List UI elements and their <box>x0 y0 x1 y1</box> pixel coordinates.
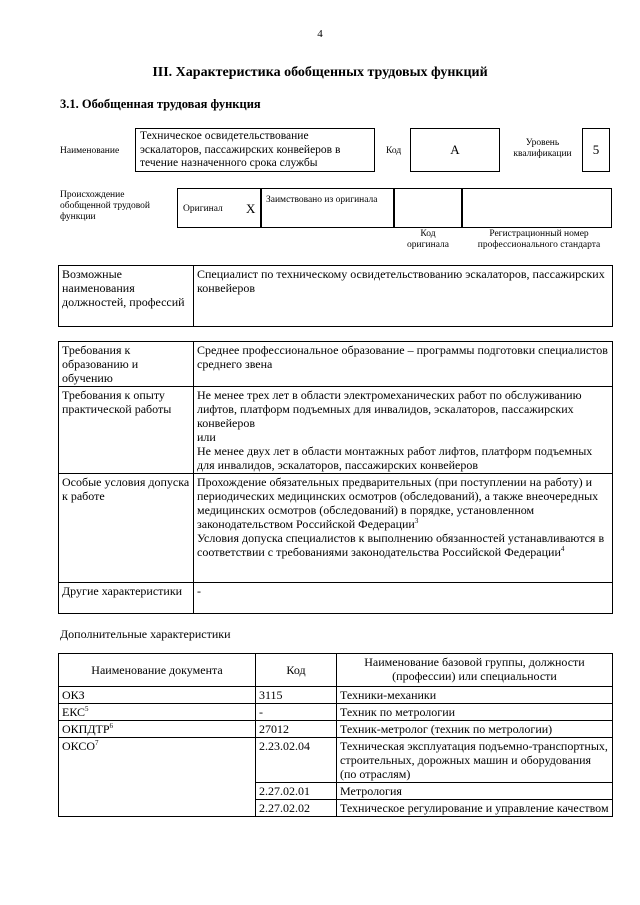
code-original-cell <box>394 188 462 228</box>
function-name-box <box>135 128 375 172</box>
footnote-marker: 7 <box>95 739 99 747</box>
table-row <box>59 738 613 783</box>
additional-title: Дополнительные характеристики <box>60 627 231 641</box>
reg-number-cell <box>462 188 612 228</box>
positions-label: Возможные наименования должностей, профессий <box>59 266 194 327</box>
code-value-box <box>410 128 500 172</box>
positions-table <box>58 265 613 327</box>
header-document: Наименование документа <box>59 654 256 687</box>
doc-name: ОКЗ <box>62 688 85 702</box>
doc-cell <box>59 738 256 817</box>
code-cell: 2.27.02.02 <box>256 800 337 817</box>
admission-value <box>194 474 613 583</box>
name-cell: Техник по метрологии <box>337 704 613 721</box>
experience-label: Требования к опыту практической работы <box>59 387 194 474</box>
header-name: Наименование базовой группы, должности (профессии) или специальности <box>337 654 613 687</box>
code-cell: 2.27.02.01 <box>256 783 337 800</box>
admission-line-1 <box>197 475 609 531</box>
page-number: 4 <box>317 28 323 40</box>
footnote-marker: 5 <box>85 705 89 713</box>
name-cell: Техник-метролог (техник по метрологии) <box>337 721 613 738</box>
doc-cell <box>59 721 256 738</box>
name-cell: Техническое регулирование и управление качеством <box>337 800 613 817</box>
doc-cell <box>59 687 256 704</box>
experience-line-2: Не менее двух лет в области монтажных работ лифтов, платформ подъемных для инвалидов, эскалаторов, пассажирских конвейеров <box>197 444 593 472</box>
code-value: А <box>450 142 460 157</box>
origin-label: Происхождение обобщенной трудовой функции <box>60 190 150 222</box>
doc-name: ЕКС <box>62 705 86 719</box>
footnote-marker: 6 <box>109 722 114 730</box>
additional-table <box>58 653 613 817</box>
table-row <box>59 342 613 387</box>
doc-cell <box>59 704 256 721</box>
borrowed-label: Заимствовано из оригинала <box>266 195 378 205</box>
table-row <box>59 721 613 738</box>
footnote-marker: 3 <box>414 517 419 525</box>
table-header-row <box>59 654 613 687</box>
name-cell: Техники-механики <box>337 687 613 704</box>
level-label: Уровень квалификации <box>513 138 572 159</box>
other-label: Другие характеристики <box>59 583 194 614</box>
code-cell: 3115 <box>256 687 337 704</box>
table-row <box>59 474 613 583</box>
level-value-box <box>582 128 610 172</box>
code-cell: - <box>256 704 337 721</box>
footnote-marker: 4 <box>560 545 565 553</box>
code-cell: 2.23.02.04 <box>256 738 337 783</box>
table-row <box>59 387 613 474</box>
other-value: - <box>194 583 613 614</box>
origin-original-cell <box>177 188 261 228</box>
header-code: Код <box>256 654 337 687</box>
code-label: Код <box>386 146 402 156</box>
admission-text-1: Прохождение обязательных предварительных (при поступлении на работу) и периодических медицинских осмотров (обследований), а также внеочередных медицинских осмотров (обследований) в порядке, установленном законодательством Российской Федерации <box>197 475 599 531</box>
table-row <box>59 583 613 614</box>
admission-text-2: Условия допуска специалистов к выполнению обязанностей устанавливаются в соответствии с требованиями законодательства Российской Федерации <box>197 531 605 559</box>
original-mark: X <box>246 201 256 216</box>
original-label: Оригинал <box>183 204 223 214</box>
education-label: Требования к образованию и обучению <box>59 342 194 387</box>
section-title: III. Характеристика обобщенных трудовых функций <box>152 65 488 80</box>
doc-name: ОКСО <box>62 739 96 753</box>
admission-line-2 <box>197 531 609 559</box>
name-label: Наименование <box>60 146 120 156</box>
education-value: Среднее профессиональное образование – программы подготовки специалистов среднего звена <box>194 342 613 387</box>
positions-row <box>59 266 613 327</box>
subsection-title: 3.1. Обобщенная трудовая функция <box>60 97 261 111</box>
borrowed-cell <box>261 188 394 228</box>
level-value: 5 <box>592 142 600 157</box>
table-row <box>59 687 613 704</box>
name-cell: Метрология <box>337 783 613 800</box>
experience-line-1: Не менее трех лет в области электромеханических работ по обслуживанию лифтов, платформ подъемных для инвалидов, эскалаторов, пассажирских конвейеров <box>197 388 582 430</box>
doc-name: ОКПДТР <box>62 722 110 736</box>
code-cell: 27012 <box>256 721 337 738</box>
name-cell: Техническая эксплуатация подъемно-транспортных, строительных, дорожных машин и оборудования (по отраслям) <box>337 738 613 783</box>
requirements-table <box>58 341 613 614</box>
reg-number-caption: Регистрационный номер профессионального стандарта <box>477 229 601 250</box>
function-name-value: Техническое освидетельствование эскалаторов, пассажирских конвейеров в течение назначенного срока службы <box>140 130 341 169</box>
code-original-caption: Код оригинала <box>407 229 449 250</box>
admission-label: Особые условия допуска к работе <box>59 474 194 583</box>
experience-value <box>194 387 613 474</box>
experience-or: или <box>197 430 216 444</box>
table-row <box>59 704 613 721</box>
positions-value: Специалист по техническому освидетельствованию эскалаторов, пассажирских конвейеров <box>194 266 613 327</box>
